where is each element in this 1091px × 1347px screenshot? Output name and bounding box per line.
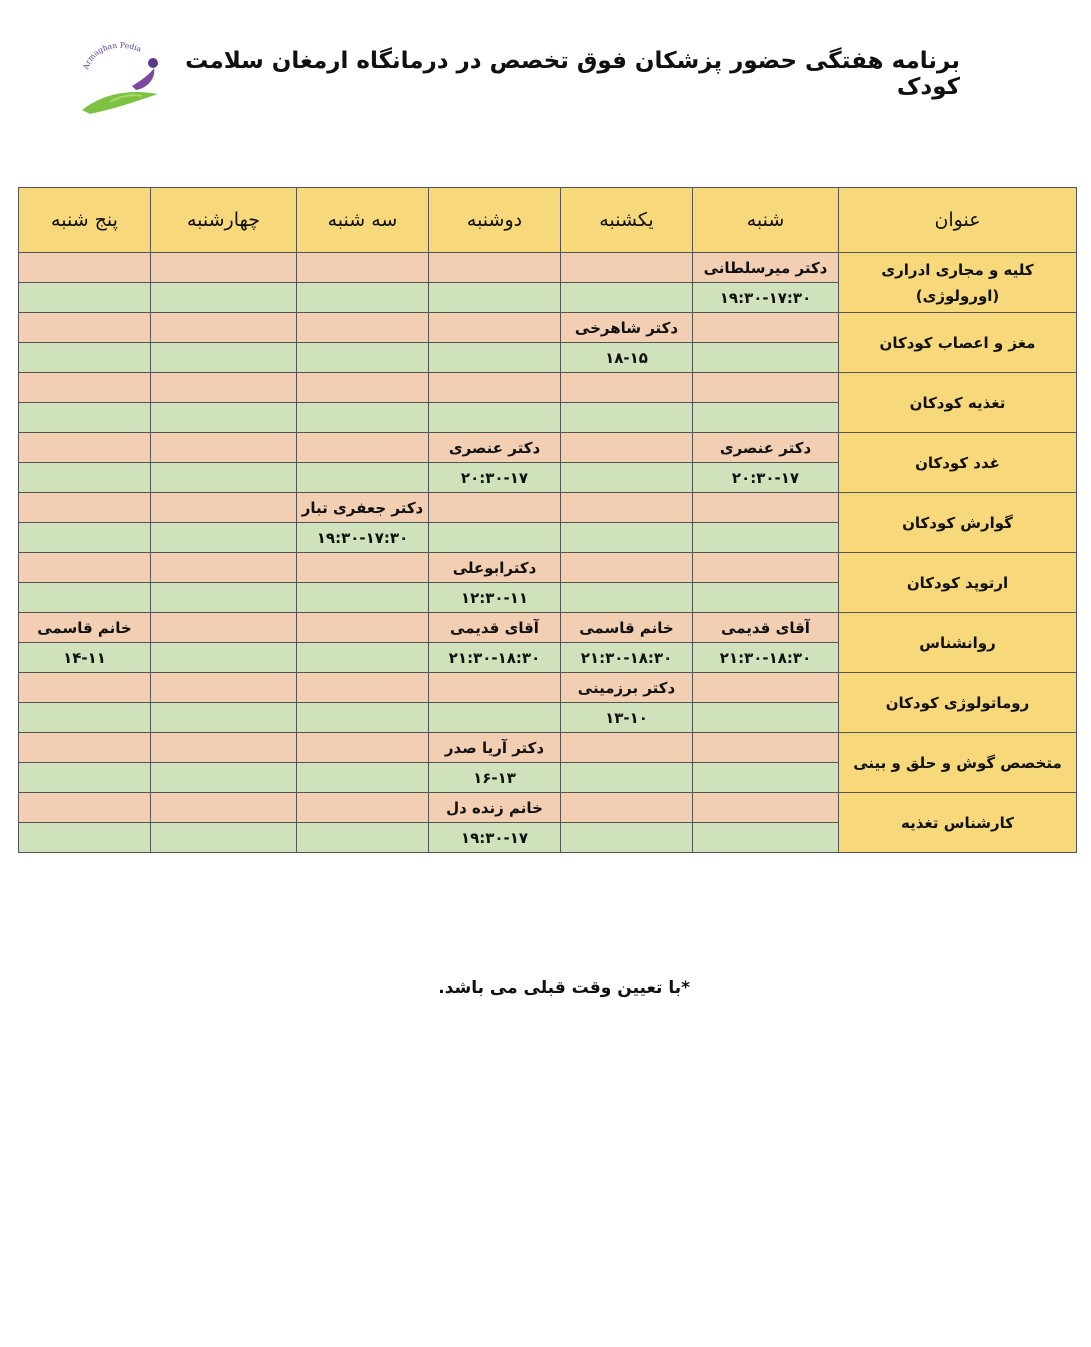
doctor-name-cell <box>19 793 151 823</box>
doctor-name-cell: آقای قدیمی <box>693 613 839 643</box>
doctor-name-cell <box>297 613 429 643</box>
doctor-name-cell: دکتر عنصری <box>429 433 561 463</box>
time-range-cell: ۱۹:۳۰-۱۷:۳۰ <box>693 283 839 313</box>
time-range-cell <box>297 283 429 313</box>
specialty-label: کلیه و مجاری ادراری (اورولوژی) <box>839 253 1077 313</box>
table-row-names <box>19 433 1077 463</box>
time-range-cell <box>429 703 561 733</box>
column-header-tuesday: سه شنبه <box>297 188 429 253</box>
doctor-name-cell <box>693 793 839 823</box>
doctor-name-cell <box>429 313 561 343</box>
doctor-name-cell <box>151 733 297 763</box>
logo-mark-icon <box>70 38 170 118</box>
doctor-name-cell <box>151 793 297 823</box>
column-header-wednesday: چهارشنبه <box>151 188 297 253</box>
table-row-names <box>19 493 1077 523</box>
time-range-cell <box>297 703 429 733</box>
doctor-name-cell <box>297 433 429 463</box>
doctor-name-cell: خانم زنده دل <box>429 793 561 823</box>
doctor-name-cell <box>429 493 561 523</box>
doctor-name-cell <box>151 313 297 343</box>
doctor-name-cell: دکتر برزمینی <box>561 673 693 703</box>
table-row-names <box>19 733 1077 763</box>
doctor-name-cell <box>297 313 429 343</box>
doctor-name-cell <box>151 373 297 403</box>
time-range-cell <box>297 823 429 853</box>
doctor-name-cell <box>561 373 693 403</box>
doctor-name-cell: دکترابوعلی <box>429 553 561 583</box>
time-range-cell <box>151 763 297 793</box>
time-range-cell: ۲۱:۳۰-۱۸:۳۰ <box>693 643 839 673</box>
time-range-cell <box>561 823 693 853</box>
doctor-name-cell <box>297 553 429 583</box>
table-row-names <box>19 313 1077 343</box>
doctor-name-cell <box>693 373 839 403</box>
time-range-cell <box>693 703 839 733</box>
time-range-cell <box>693 403 839 433</box>
doctor-name-cell <box>297 793 429 823</box>
time-range-cell <box>19 763 151 793</box>
schedule-table <box>18 187 1077 853</box>
specialty-label: ارتوپد کودکان <box>839 553 1077 613</box>
time-range-cell <box>19 523 151 553</box>
time-range-cell <box>19 703 151 733</box>
time-range-cell: ۱۹:۳۰-۱۷:۳۰ <box>297 523 429 553</box>
time-range-cell <box>297 403 429 433</box>
doctor-name-cell <box>19 253 151 283</box>
doctor-name-cell <box>297 733 429 763</box>
time-range-cell: ۱۲:۳۰-۱۱ <box>429 583 561 613</box>
column-header-sunday: یکشنبه <box>561 188 693 253</box>
time-range-cell <box>151 703 297 733</box>
doctor-name-cell: دکتر شاهرخی <box>561 313 693 343</box>
time-range-cell <box>151 283 297 313</box>
specialty-label: روانشناس <box>839 613 1077 673</box>
time-range-cell <box>297 343 429 373</box>
table-row-names <box>19 373 1077 403</box>
time-range-cell <box>151 823 297 853</box>
doctor-name-cell: دکتر آریا صدر <box>429 733 561 763</box>
time-range-cell <box>297 463 429 493</box>
time-range-cell: ۲۰:۳۰-۱۷ <box>693 463 839 493</box>
doctor-name-cell <box>151 493 297 523</box>
time-range-cell <box>693 583 839 613</box>
specialty-label: متخصص گوش و حلق و بینی <box>839 733 1077 793</box>
doctor-name-cell: دکتر میرسلطانی <box>693 253 839 283</box>
doctor-name-cell <box>693 673 839 703</box>
doctor-name-cell <box>151 433 297 463</box>
time-range-cell <box>561 583 693 613</box>
specialty-label: تغذیه کودکان <box>839 373 1077 433</box>
doctor-name-cell <box>429 673 561 703</box>
time-range-cell <box>19 343 151 373</box>
time-range-cell <box>151 463 297 493</box>
time-range-cell <box>693 823 839 853</box>
doctor-name-cell <box>693 313 839 343</box>
doctor-name-cell <box>19 373 151 403</box>
doctor-name-cell <box>693 733 839 763</box>
time-range-cell <box>19 463 151 493</box>
time-range-cell <box>561 403 693 433</box>
doctor-name-cell <box>561 493 693 523</box>
doctor-name-cell: آقای قدیمی <box>429 613 561 643</box>
time-range-cell <box>561 763 693 793</box>
doctor-name-cell <box>151 613 297 643</box>
clinic-logo <box>70 38 170 118</box>
specialty-label: روماتولوژی کودکان <box>839 673 1077 733</box>
doctor-name-cell <box>297 373 429 403</box>
time-range-cell <box>561 283 693 313</box>
table-row-names <box>19 793 1077 823</box>
doctor-name-cell <box>19 313 151 343</box>
time-range-cell <box>19 403 151 433</box>
page-title: برنامه هفتگی حضور پزشکان فوق تخصص در درمانگاه ارمغان سلامت کودک <box>185 48 960 100</box>
time-range-cell: ۱۶-۱۳ <box>429 763 561 793</box>
time-range-cell: ۲۱:۳۰-۱۸:۳۰ <box>429 643 561 673</box>
specialty-label: مغز و اعصاب کودکان <box>839 313 1077 373</box>
time-range-cell: ۱۴-۱۱ <box>19 643 151 673</box>
time-range-cell <box>429 403 561 433</box>
doctor-name-cell <box>561 553 693 583</box>
doctor-name-cell <box>19 493 151 523</box>
time-range-cell <box>693 523 839 553</box>
doctor-name-cell: دکتر جعفری تبار <box>297 493 429 523</box>
table-row-names <box>19 673 1077 703</box>
doctor-name-cell <box>297 253 429 283</box>
doctor-name-cell <box>297 673 429 703</box>
doctor-name-cell <box>19 433 151 463</box>
doctor-name-cell: خانم قاسمی <box>561 613 693 643</box>
column-header-thursday: پنج شنبه <box>19 188 151 253</box>
logo-lettering: Armaghan Pedia <box>81 40 143 71</box>
doctor-name-cell <box>19 733 151 763</box>
doctor-name-cell <box>429 373 561 403</box>
time-range-cell <box>693 343 839 373</box>
time-range-cell <box>429 283 561 313</box>
doctor-name-cell <box>693 493 839 523</box>
table-header-row <box>19 188 1077 253</box>
specialty-label: کارشناس تغذیه <box>839 793 1077 853</box>
time-range-cell <box>151 343 297 373</box>
column-header-monday: دوشنبه <box>429 188 561 253</box>
doctor-name-cell <box>561 793 693 823</box>
time-range-cell <box>561 463 693 493</box>
time-range-cell <box>19 583 151 613</box>
table-row-names <box>19 253 1077 283</box>
time-range-cell: ۱۹:۳۰-۱۷ <box>429 823 561 853</box>
doctor-name-cell <box>19 673 151 703</box>
appointment-note: *با تعیین وقت قبلی می باشد. <box>438 978 690 998</box>
time-range-cell <box>429 343 561 373</box>
time-range-cell <box>429 523 561 553</box>
time-range-cell: ۱۳-۱۰ <box>561 703 693 733</box>
column-header-subject: عنوان <box>839 188 1077 253</box>
doctor-name-cell <box>561 253 693 283</box>
schedule-body <box>19 253 1077 853</box>
time-range-cell <box>19 283 151 313</box>
time-range-cell <box>19 823 151 853</box>
time-range-cell <box>151 643 297 673</box>
time-range-cell <box>693 763 839 793</box>
table-row-names <box>19 613 1077 643</box>
time-range-cell <box>297 583 429 613</box>
time-range-cell: ۲۰:۳۰-۱۷ <box>429 463 561 493</box>
time-range-cell: ۲۱:۳۰-۱۸:۳۰ <box>561 643 693 673</box>
doctor-name-cell: دکتر عنصری <box>693 433 839 463</box>
time-range-cell <box>297 643 429 673</box>
specialty-label: گوارش کودکان <box>839 493 1077 553</box>
time-range-cell <box>297 763 429 793</box>
doctor-name-cell <box>151 553 297 583</box>
doctor-name-cell <box>151 673 297 703</box>
doctor-name-cell <box>429 253 561 283</box>
table-row-names <box>19 553 1077 583</box>
doctor-name-cell <box>151 253 297 283</box>
doctor-name-cell <box>561 433 693 463</box>
doctor-name-cell: خانم قاسمی <box>19 613 151 643</box>
time-range-cell <box>151 523 297 553</box>
time-range-cell: ۱۸-۱۵ <box>561 343 693 373</box>
doctor-name-cell <box>693 553 839 583</box>
doctor-name-cell <box>561 733 693 763</box>
time-range-cell <box>151 403 297 433</box>
doctor-name-cell <box>19 553 151 583</box>
specialty-label: غدد کودکان <box>839 433 1077 493</box>
column-header-saturday: شنبه <box>693 188 839 253</box>
time-range-cell <box>151 583 297 613</box>
time-range-cell <box>561 523 693 553</box>
